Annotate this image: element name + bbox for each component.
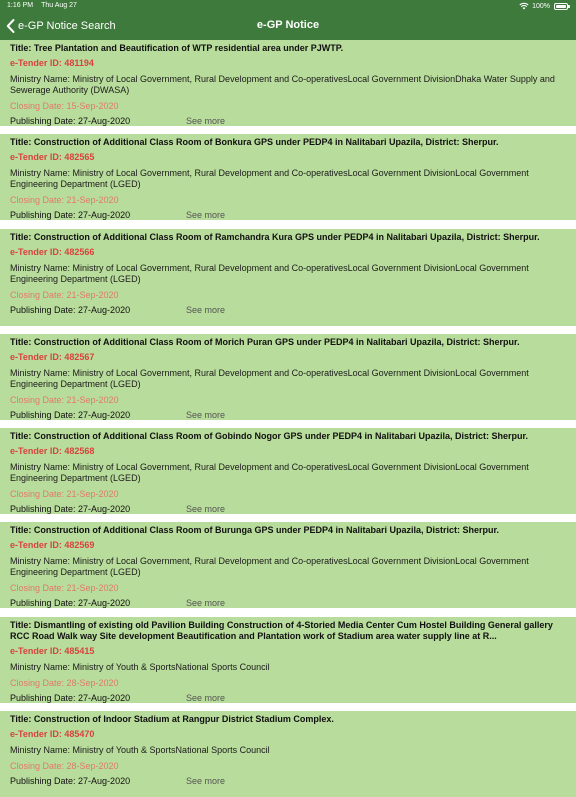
back-button-label: e-GP Notice Search [18, 20, 116, 32]
notice-publishing-date: Publishing Date: 27-Aug-2020 [10, 116, 131, 126]
notice-tender-id: e-Tender ID: 482565 [10, 152, 95, 162]
notice-card[interactable] [0, 40, 576, 126]
notice-title: Title: Construction of Additional Class Room of Ramchandra Kura GPS under PEDP4 in Nalitabari Upazila, District: Sherpur. [10, 232, 540, 242]
notice-title: Title: Dismantling of existing old Pavilion Building Construction of 4-Storied Media Center Cum Hostel Building General gallery RCC Road Walk way Site development Beautification and Plantation work of Stadium area water supply line at R... [10, 620, 553, 641]
battery-percent: 100% [532, 2, 550, 10]
see-more-link[interactable]: See more [186, 210, 226, 220]
notice-ministry: Ministry Name: Ministry of Local Government, Rural Development and Co-operativesLocal Government DivisionLocal Government Engineering Department (LGED) [10, 263, 529, 284]
see-more-link[interactable]: See more [186, 116, 226, 126]
notice-tender-id: e-Tender ID: 482566 [10, 247, 95, 257]
notice-title: Title: Construction of Indoor Stadium at Rangpur District Stadium Complex. [10, 714, 334, 724]
notice-tender-id: e-Tender ID: 482567 [10, 352, 95, 362]
notice-closing-date: Closing Date: 21-Sep-2020 [10, 583, 119, 593]
notice-card[interactable] [0, 617, 576, 703]
see-more-link[interactable]: See more [186, 693, 226, 703]
notice-tender-id: e-Tender ID: 482568 [10, 446, 95, 456]
notice-closing-date: Closing Date: 21-Sep-2020 [10, 290, 119, 300]
notice-publishing-date: Publishing Date: 27-Aug-2020 [10, 410, 131, 420]
see-more-link[interactable]: See more [186, 410, 226, 420]
notice-card[interactable] [0, 428, 576, 514]
see-more-link[interactable]: See more [186, 598, 226, 608]
notice-ministry: Ministry Name: Ministry of Local Government, Rural Development and Co-operativesLocal Government DivisionLocal Government Engineering Department (LGED) [10, 556, 529, 577]
notice-card[interactable] [0, 229, 576, 326]
battery-icon [554, 3, 568, 10]
notice-title: Title: Construction of Additional Class Room of Gobindo Nogor GPS under PEDP4 in Nalitabari Upazila, District: Sherpur. [10, 431, 529, 441]
see-more-link[interactable]: See more [186, 776, 226, 786]
notice-card[interactable] [0, 711, 576, 797]
notice-closing-date: Closing Date: 28-Sep-2020 [10, 678, 119, 688]
notice-title: Title: Construction of Additional Class Room of Burunga GPS under PEDP4 in Nalitabari Upazila, District: Sherpur. [10, 525, 500, 535]
notice-tender-id: e-Tender ID: 485470 [10, 729, 95, 739]
notice-publishing-date: Publishing Date: 27-Aug-2020 [10, 504, 131, 514]
notice-list[interactable] [0, 40, 576, 786]
see-more-link[interactable]: See more [186, 305, 226, 315]
notice-publishing-date: Publishing Date: 27-Aug-2020 [10, 305, 131, 315]
notice-ministry: Ministry Name: Ministry of Local Government, Rural Development and Co-operativesLocal Government DivisionLocal Government Engineering Department (LGED) [10, 168, 529, 189]
notice-ministry: Ministry Name: Ministry of Local Government, Rural Development and Co-operativesLocal Government DivisionLocal Government Engineering Department (LGED) [10, 368, 529, 389]
notice-publishing-date: Publishing Date: 27-Aug-2020 [10, 693, 131, 703]
status-bar [0, 0, 576, 12]
notice-closing-date: Closing Date: 21-Sep-2020 [10, 489, 119, 499]
status-date: Thu Aug 27 [41, 2, 77, 9]
notice-tender-id: e-Tender ID: 485415 [10, 646, 95, 656]
notice-publishing-date: Publishing Date: 27-Aug-2020 [10, 776, 131, 786]
notice-tender-id: e-Tender ID: 482569 [10, 540, 95, 550]
notice-ministry: Ministry Name: Ministry of Local Government, Rural Development and Co-operativesLocal Government DivisionLocal Government Engineering Department (LGED) [10, 462, 529, 483]
notice-card[interactable] [0, 334, 576, 420]
notice-title: Title: Tree Plantation and Beautification of WTP residential area under PJWTP. [10, 43, 344, 53]
notice-ministry: Ministry Name: Ministry of Youth & SportsNational Sports Council [10, 745, 270, 755]
navigation-bar [0, 12, 576, 40]
see-more-link[interactable]: See more [186, 504, 226, 514]
notice-ministry: Ministry Name: Ministry of Local Government, Rural Development and Co-operativesLocal Government DivisionDhaka Water Supply and Sewerage Authority (DWASA) [10, 74, 555, 95]
notice-title: Title: Construction of Additional Class Room of Bonkura GPS under PEDP4 in Nalitabari Upazila, District: Sherpur. [10, 137, 499, 147]
notice-ministry: Ministry Name: Ministry of Youth & SportsNational Sports Council [10, 662, 270, 672]
notice-title: Title: Construction of Additional Class Room of Morich Puran GPS under PEDP4 in Nalitabari Upazila, District: Sherpur. [10, 337, 520, 347]
notice-publishing-date: Publishing Date: 27-Aug-2020 [10, 210, 131, 220]
status-time: 1:16 PM [7, 2, 34, 9]
notice-card[interactable] [0, 134, 576, 220]
notice-closing-date: Closing Date: 21-Sep-2020 [10, 395, 119, 405]
notice-tender-id: e-Tender ID: 481194 [10, 58, 94, 68]
notice-closing-date: Closing Date: 28-Sep-2020 [10, 761, 119, 771]
notice-closing-date: Closing Date: 15-Sep-2020 [10, 101, 119, 111]
page-title: e-GP Notice [256, 19, 320, 31]
wifi-icon [519, 2, 529, 10]
notice-card[interactable] [0, 522, 576, 608]
notice-closing-date: Closing Date: 21-Sep-2020 [10, 195, 119, 205]
notice-publishing-date: Publishing Date: 27-Aug-2020 [10, 598, 131, 608]
